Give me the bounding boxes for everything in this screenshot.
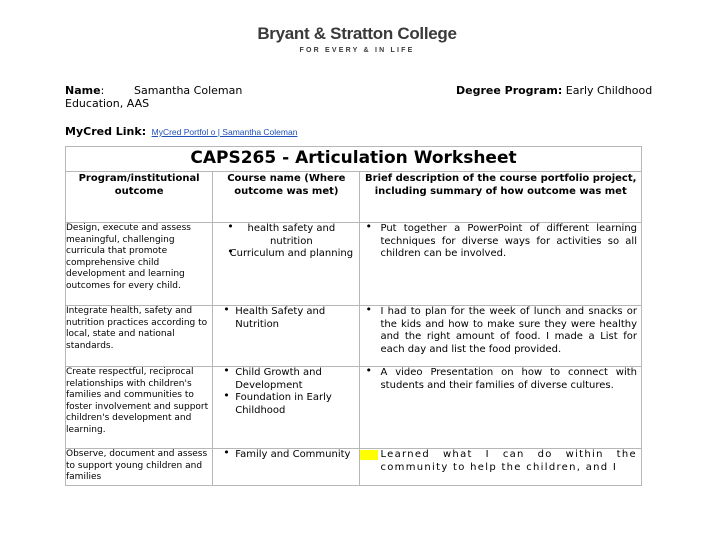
outcome-cell: Observe, document and assess to support young children and families <box>66 449 213 486</box>
description-item: • Learned what I can do within the community to help the children, and I <box>360 449 641 474</box>
text-highlight <box>360 450 378 460</box>
mycred-line <box>65 125 297 138</box>
degree-program <box>456 84 652 97</box>
mycred-label: MyCred Link: <box>65 125 147 138</box>
course-item: • Foundation in Early Childhood <box>213 392 359 417</box>
logo-name: Bryant & Stratton College <box>257 24 457 43</box>
course-item: • Family and Community <box>213 449 359 462</box>
student-info <box>65 84 653 110</box>
name-value: Samantha Coleman <box>134 84 243 97</box>
course-cell <box>213 306 360 367</box>
table-row <box>66 306 642 367</box>
table-row <box>66 367 642 449</box>
header-course: Course name (Where outcome was met) <box>213 172 360 223</box>
description-item: • Put together a PowerPoint of different learning techniques for diverse ways for activities so all children can be involved. <box>360 223 641 261</box>
outcome-cell: Design, execute and assess meaningful, challenging curricula that promote comprehensive child development and learning outcomes for every child. <box>66 223 213 306</box>
worksheet-title: CAPS265 - Articulation Worksheet <box>66 147 642 172</box>
description-cell <box>360 367 642 449</box>
course-item: • Curriculum and planning <box>213 248 359 261</box>
header-description: Brief description of the course portfolio project, including summary of how outcome was met <box>360 172 642 223</box>
logo-tagline: FOR EVERY & IN LIFE <box>299 47 415 54</box>
outcome-cell: Integrate health, safety and nutrition practices according to local, state and national standards. <box>66 306 213 367</box>
description-cell <box>360 306 642 367</box>
description-item: • A video Presentation on how to connect with students and their families of diverse cultures. <box>360 367 641 392</box>
articulation-worksheet <box>65 146 642 486</box>
degree-label: Degree Program: <box>456 84 563 97</box>
description-cell <box>360 449 642 486</box>
course-cell <box>213 367 360 449</box>
course-cell <box>213 223 360 306</box>
outcome-cell: Create respectful, reciprocal relationships with children's families and communities to foster involvement and support children's development and learning. <box>66 367 213 449</box>
course-item: • Child Growth and Development <box>213 367 359 392</box>
header-outcome: Program/institutional outcome <box>66 172 213 223</box>
college-logo <box>0 24 714 54</box>
degree-value-continued: Education, AAS <box>65 97 150 110</box>
description-cell <box>360 223 642 306</box>
description-item: • I had to plan for the week of lunch and snacks or the kids and how to make sure they were healthy and the right amount of food. I made a List for each day and list the food provided. <box>360 306 641 356</box>
degree-value: Early Childhood <box>565 84 653 97</box>
mycred-link[interactable]: MyCred Portfol o | Samantha Coleman <box>151 127 298 137</box>
table-row <box>66 223 642 306</box>
name-label: Name: <box>65 84 105 97</box>
course-item: • Health Safety and Nutrition <box>213 306 359 331</box>
table-row <box>66 449 642 486</box>
course-cell <box>213 449 360 486</box>
course-item: • health safety and nutrition <box>213 223 359 248</box>
